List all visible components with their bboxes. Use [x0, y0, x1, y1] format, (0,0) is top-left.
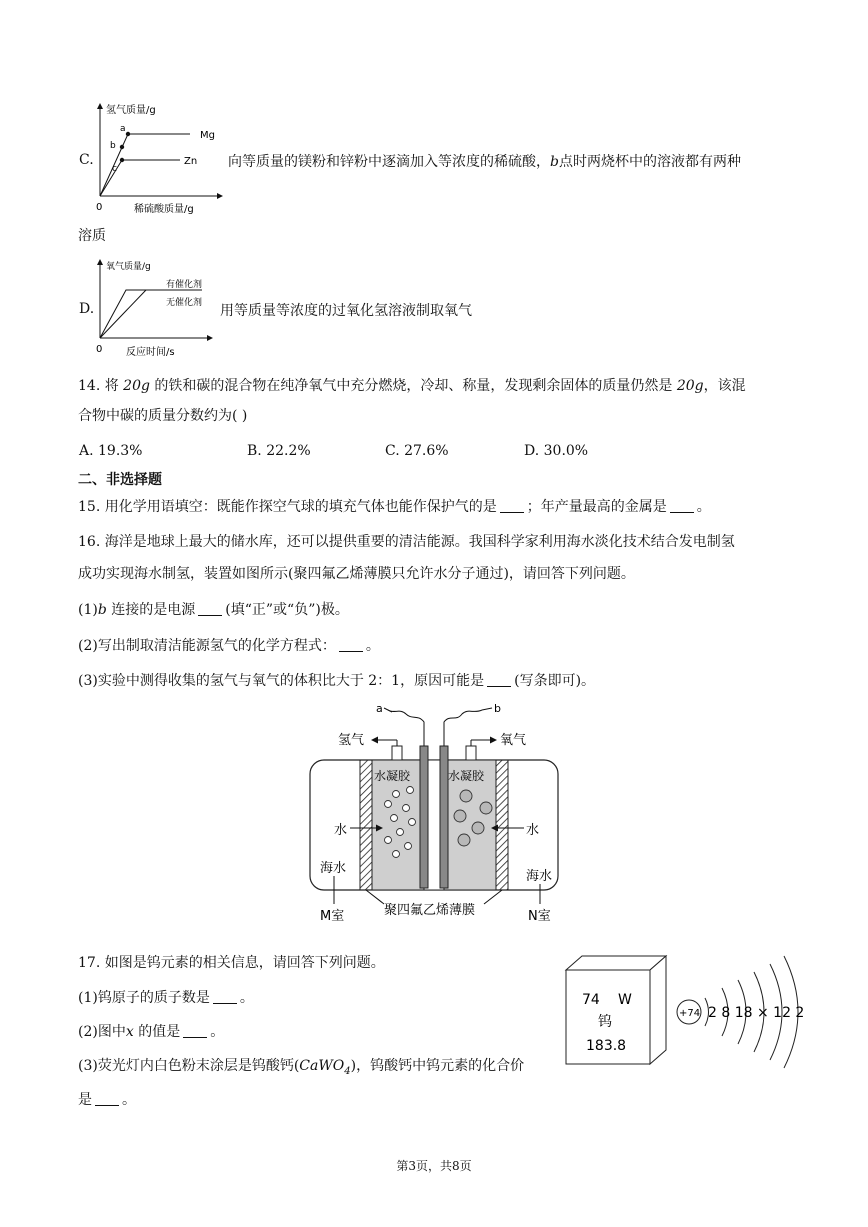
q14-option-d[interactable]: D. 30.0% — [524, 443, 589, 459]
q15-line — [78, 497, 711, 517]
q14-text-b: 的铁和碳的混合物在纯净氧气中充分燃烧，冷却、称量，发现剩余固体的质量仍然是 — [149, 378, 677, 394]
membrane-right — [496, 760, 508, 890]
graph-d-ylabel: 氧气质量/g — [106, 262, 151, 272]
graph-c-label-b: b — [110, 141, 116, 151]
q17-formula-sub: 4 — [344, 1065, 351, 1077]
graph-d — [92, 256, 222, 360]
q16-p2-text: (2)写出制取清洁能源氢气的化学方程式： — [78, 638, 336, 654]
q14-mass2: 20g — [676, 378, 704, 394]
option-c-text-3: 溶质 — [78, 228, 106, 244]
q17-p3-text-c: 是 — [78, 1092, 92, 1108]
q17-p2-text-b: 的值是 — [138, 1024, 181, 1040]
graph-c — [92, 100, 226, 218]
q17-p3-text-b: )，钨酸钙中钨元素的化合价 — [350, 1058, 525, 1074]
label-gel-right: 水凝胶 — [448, 769, 485, 783]
q16-part1 — [78, 600, 349, 620]
q17-blank-2[interactable] — [183, 1023, 207, 1038]
q16-blank-2[interactable] — [339, 637, 363, 652]
q17-p2-tail: 。 — [210, 1024, 225, 1040]
graph-c-point-c — [120, 158, 124, 162]
element-name: 钨 — [598, 1014, 612, 1030]
option-d-text: 用等质量等浓度的过氧化氢溶液制取氧气 — [220, 303, 472, 319]
wire-a — [388, 710, 424, 746]
atom-nucleus-label: +74 — [679, 1008, 701, 1019]
option-c-label: C. — [79, 152, 94, 168]
q15-text-c: 。 — [696, 499, 711, 515]
q17-part2 — [78, 1022, 224, 1042]
q16-p1-text: 连接的是电源 — [106, 602, 196, 618]
graph-c-ylabel: 氢气质量/g — [106, 105, 156, 116]
option-d-label: D. — [79, 301, 95, 317]
graph-c-xlabel: 稀硫酸质量/g — [134, 204, 194, 215]
q16-p1-num: (1) — [78, 602, 98, 618]
label-membrane: 聚四氟乙烯薄膜 — [384, 903, 476, 918]
q16-p3-tail: (写条即可)。 — [514, 673, 596, 689]
graph-d-label-no: 无催化剂 — [166, 298, 203, 308]
graph-c-label-c: c — [112, 164, 117, 174]
q16-p1-tail: (填“正”或“负”)极。 — [225, 602, 349, 618]
q16-part3 — [78, 671, 595, 691]
element-card-side — [650, 956, 666, 1064]
graph-c-label-mg: Mg — [200, 130, 215, 141]
graph-c-label-zn: Zn — [184, 156, 198, 167]
q14-text-a: 14. 将 — [78, 378, 124, 394]
q14-mass1: 20g — [123, 378, 150, 394]
label-h2: 氢气 — [338, 733, 365, 748]
option-c-text-b: b — [550, 154, 559, 170]
graph-c-label-a: a — [120, 124, 126, 134]
page-footer: 第3页，共8页 — [396, 1159, 472, 1173]
element-symbol: W — [618, 992, 632, 1008]
tungsten-figure — [562, 952, 805, 1070]
q15-blank-2[interactable] — [670, 498, 694, 513]
q16-p3-text: (3)实验中测得收集的氢气与氧气的体积比大于 2：1，原因可能是 — [78, 673, 485, 689]
section-heading: 二、非选择题 — [78, 472, 162, 488]
graph-d-no-catalyst-line — [100, 290, 146, 338]
element-number: 74 — [582, 992, 600, 1008]
element-mass: 183.8 — [586, 1038, 627, 1054]
q17-blank-1[interactable] — [213, 989, 237, 1004]
q16-p2-tail: 。 — [365, 638, 380, 654]
electrode-right — [440, 746, 448, 888]
q16-blank-3[interactable] — [487, 672, 511, 687]
q17-p2-x: x — [125, 1024, 134, 1040]
outlet-o2 — [466, 746, 476, 760]
atom-shell-numbers: 2 8 18 × 12 2 — [708, 1005, 805, 1021]
graph-c-point-a — [126, 132, 130, 136]
graph-c-point-b — [120, 145, 124, 149]
wire-label-b: b — [494, 702, 501, 715]
q16-p1-b: b — [97, 602, 107, 618]
option-c-text-1: 向等质量的镁粉和锌粉中逐滴加入等浓度的稀硫酸， — [228, 154, 550, 170]
label-water-left: 水 — [334, 823, 348, 838]
q17-p3-tail: 。 — [122, 1092, 136, 1108]
label-room-n: N室 — [528, 909, 551, 924]
q14-line2: 合物中碳的质量分数约为( ) — [78, 408, 248, 424]
graph-d-origin: 0 — [96, 344, 103, 355]
q14-line1 — [78, 376, 746, 396]
q16-line2: 成功实现海水制氢，装置如图所示(聚四氟乙烯薄膜只允许水分子通过)，请回答下列问题。 — [78, 566, 635, 582]
q14-option-c[interactable]: C. 27.6% — [385, 443, 449, 459]
q17-part3 — [78, 1056, 524, 1082]
option-c-text-2: 点时两烧杯中的溶液都有两种 — [558, 154, 741, 170]
q15-blank-1[interactable] — [500, 498, 524, 513]
outlet-h2 — [392, 746, 402, 760]
label-sea-right: 海水 — [526, 869, 553, 884]
q16-blank-1[interactable] — [198, 601, 222, 616]
membrane-left — [360, 760, 372, 890]
q17-p3-text: (3)荧光灯内白色粉末涂层是钨酸钙( — [78, 1058, 300, 1074]
wire-label-a: a — [376, 702, 383, 715]
q17-p1-tail: 。 — [239, 990, 254, 1006]
q17-blank-3[interactable] — [95, 1091, 119, 1106]
q17-p1-text: (1)钨原子的质子数是 — [78, 990, 210, 1006]
label-water-right: 水 — [526, 823, 540, 838]
q14-option-a[interactable]: A. 19.3% — [79, 443, 143, 459]
option-c-text — [228, 151, 741, 171]
q16-part2 — [78, 636, 380, 656]
label-gel-left: 水凝胶 — [374, 769, 411, 783]
q15-text-b: ；年产量最高的金属是 — [526, 499, 667, 515]
label-sea-left: 海水 — [320, 861, 347, 876]
q17-part3-cont — [78, 1090, 136, 1110]
label-room-m: M室 — [320, 909, 345, 924]
q17-p2-text: (2)图中 — [78, 1024, 126, 1040]
q14-option-b[interactable]: B. 22.2% — [247, 443, 311, 459]
graph-d-xlabel: 反应时间/s — [126, 347, 175, 358]
q17-line0: 17. 如图是钨元素的相关信息，请回答下列问题。 — [78, 955, 385, 971]
label-o2: 氧气 — [500, 733, 527, 748]
q17-formula: CaWO — [299, 1058, 345, 1074]
wire-b — [444, 710, 482, 746]
electrolysis-diagram — [300, 700, 570, 928]
electrode-left — [420, 746, 428, 888]
graph-d-label-yes: 有催化剂 — [166, 280, 203, 290]
element-card-top — [566, 956, 666, 970]
q15-text-a: 15. 用化学用语填空：既能作探空气球的填充气体也能作保护气的是 — [78, 499, 497, 515]
graph-c-origin: 0 — [96, 202, 103, 213]
q16-line1: 16. 海洋是地球上最大的储水库，还可以提供重要的清洁能源。我国科学家利用海水淡化技术结合发电制氢 — [78, 534, 735, 550]
q14-text-c: ，该混 — [703, 378, 746, 394]
q17-part1 — [78, 988, 254, 1008]
